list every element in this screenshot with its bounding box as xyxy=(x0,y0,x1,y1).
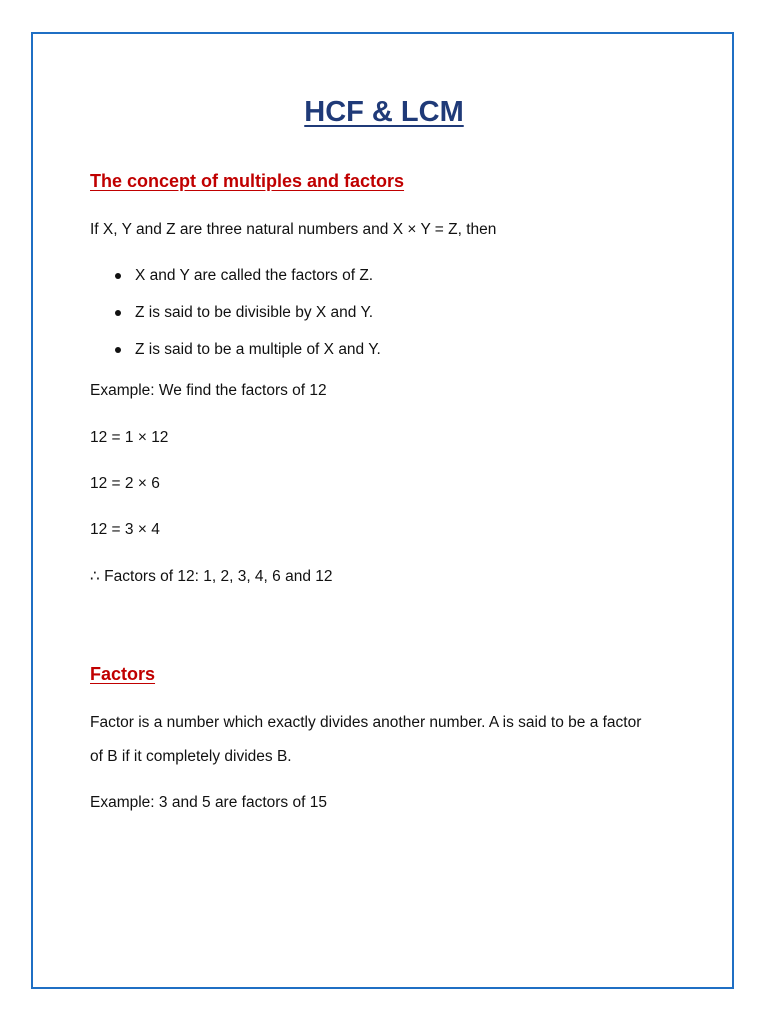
equation-line: 12 = 1 × 12 xyxy=(90,429,169,446)
bullet-icon xyxy=(115,347,121,353)
factors-example: Example: 3 and 5 are factors of 15 xyxy=(90,794,327,811)
bullet-text: Z is said to be a multiple of X and Y. xyxy=(135,341,381,358)
list-item xyxy=(115,340,381,360)
section-heading-multiples-factors: The concept of multiples and factors xyxy=(90,171,405,191)
bullet-text: X and Y are called the factors of Z. xyxy=(135,267,374,284)
section-heading-factors: Factors xyxy=(90,664,156,684)
intro-text: If X, Y and Z are three natural numbers and X × Y = Z, then xyxy=(90,221,497,238)
list-item xyxy=(115,303,381,323)
bullet-text: Z is said to be divisible by X and Y. xyxy=(135,304,374,321)
definition-line: Factor is a number which exactly divides another number. A is said to be a factor xyxy=(90,714,642,731)
page-title: HCF & LCM xyxy=(304,96,464,128)
equation-line: 12 = 3 × 4 xyxy=(90,521,160,538)
list-item xyxy=(115,266,381,286)
bullet-icon xyxy=(115,310,121,316)
conclusion-text: ∴ Factors of 12: 1, 2, 3, 4, 6 and 12 xyxy=(90,568,333,585)
definition-line: of B if it completely divides B. xyxy=(90,748,292,765)
equation-line: 12 = 2 × 6 xyxy=(90,475,160,492)
example-intro: Example: We find the factors of 12 xyxy=(90,382,327,399)
bullet-list xyxy=(115,266,381,377)
bullet-icon xyxy=(115,273,121,279)
